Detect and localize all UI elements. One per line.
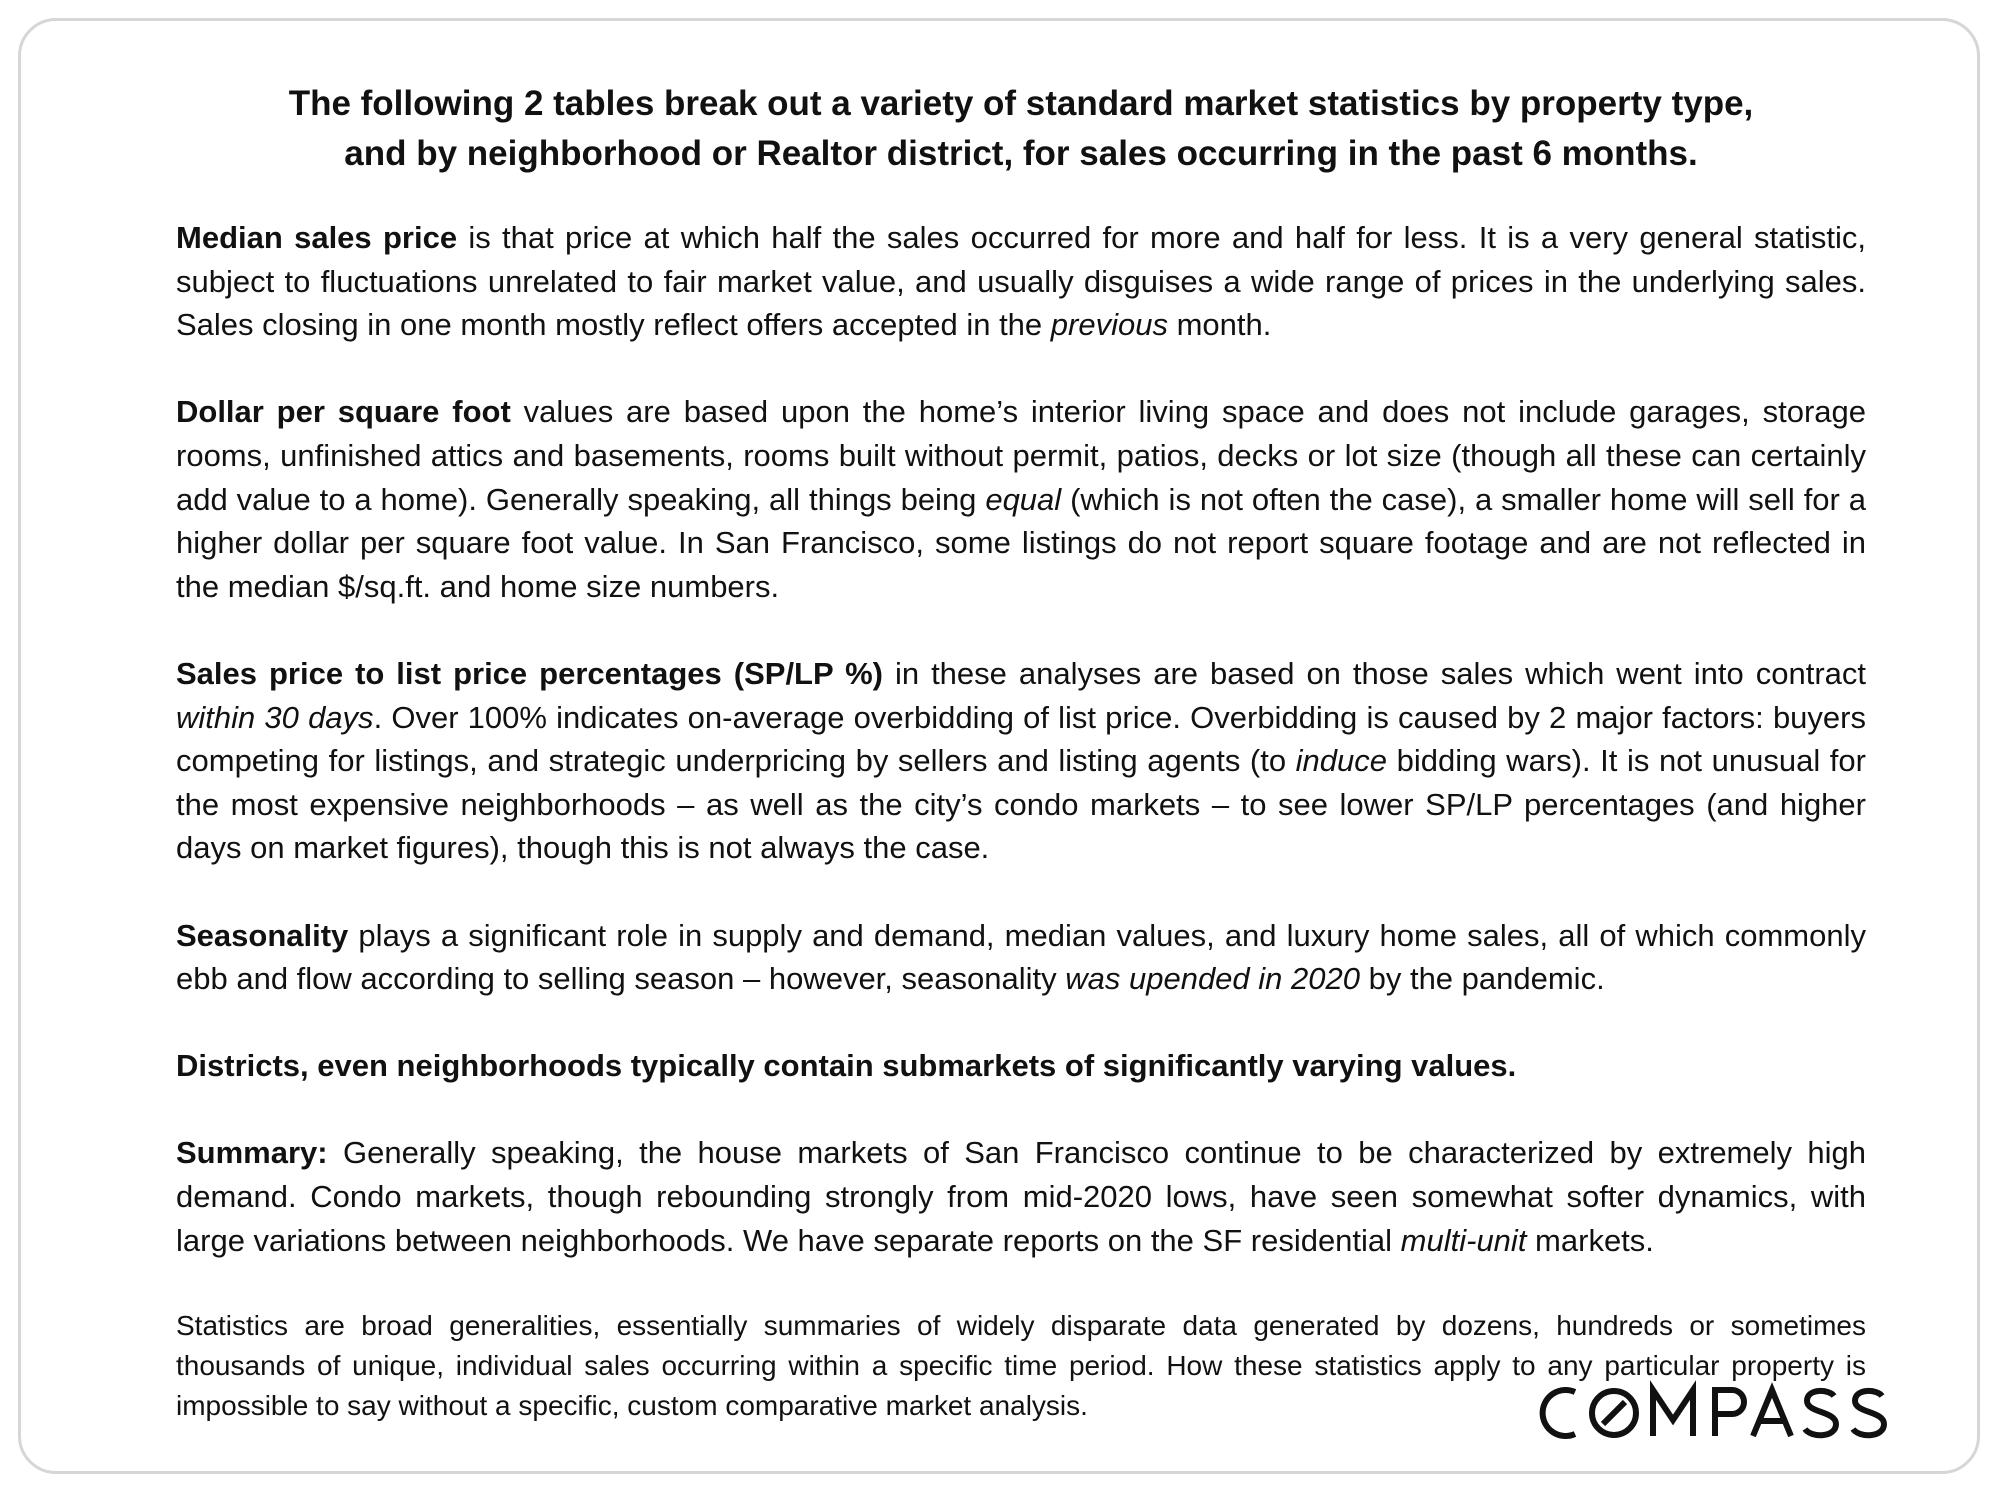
summary-emphasis: multi-unit: [1400, 1222, 1527, 1258]
summary-text-2: markets.: [1526, 1222, 1654, 1258]
dollar-text-2: (which is not often the case), a smaller home will sell for a higher dollar per square foot value. In San Francisco, some listings do not report square footage and are not reflected in the median $/sq.ft. and home size numbers.: [176, 481, 1867, 604]
seasonality-text-2: by the pandemic.: [1359, 961, 1605, 997]
disclaimer-paragraph: Statistics are broad generalities, essentially summaries of widely disparate data generated by dozens, hundreds or sometimes thousands of unique, individual sales occurring within a specific time period. How these statistics apply to any particular property is impossible to say without a specific, custom comparative market analysis.: [176, 1309, 1866, 1421]
median-text-2: month.: [1167, 307, 1272, 343]
median-text-1: is that price at which half the sales occurred for more and half for less. It is a very general statistic, subject to fluctuations unrelated to fair market value, and usually disguises a wide range of prices in the underlying sales. Sales closing in one month mostly reflect offers accepted in the: [176, 220, 1866, 343]
dollar-text-1: values are based upon the home’s interior living space and does not include garages, storage rooms, unfinished attics and basements, rooms built without permit, patios, decks or lot size (though all these can certainly add value to a home). Generally speaking, all things being: [176, 394, 1867, 517]
heading-line-1: The following 2 tables break out a variety of standard market statistics by property type,: [288, 84, 1754, 123]
splp-term: Sales price to list price percentages (SP/LP %): [176, 655, 883, 691]
seasonality-emphasis: was upended in 2020: [1065, 961, 1360, 997]
splp-emphasis-1: within 30 days: [176, 699, 374, 735]
seasonality-term: Seasonality: [176, 917, 349, 953]
median-sales-price-paragraph: [176, 216, 1866, 347]
splp-text-3: bidding wars). It is not unusual for the most expensive neighborhoods – as well as the city’s condo markets – to see lower SP/LP percentages (and higher days on market figures), though this is not always the case.: [176, 743, 1866, 866]
summary-paragraph: [176, 1131, 1866, 1262]
seasonality-text-1: plays a significant role in supply and demand, median values, and luxury home sales, all of which commonly ebb and flow according to selling season – however, seasonality: [176, 917, 1866, 997]
splp-text-1: in these analyses are based on those sales which went into contract: [882, 655, 1866, 691]
content-body: [176, 216, 1866, 1426]
compass-logo: [1535, 1378, 1897, 1448]
heading-line-2: and by neighborhood or Realtor district, for sales occurring in the past 6 months.: [344, 134, 1698, 173]
splp-text-2: . Over 100% indicates on-average overbidding of list price. Overbidding is caused by 2 major factors: buyers competing for listings, and strategic underpricing by sellers and listing agents (to: [176, 699, 1866, 779]
median-emphasis: previous: [1050, 307, 1168, 343]
median-term: Median sales price: [176, 220, 458, 255]
seasonality-paragraph: [176, 914, 1866, 1001]
summary-text-1: Generally speaking, the house markets of San Francisco continue to be characterized by extremely high demand. Condo markets, though rebounding strongly from mid-2020 lows, have seen somewhat softer dynamics, with large variations between neighborhoods. We have separate reports on the SF residential: [176, 1135, 1866, 1258]
dollar-emphasis: equal: [985, 481, 1062, 517]
page-heading: [171, 79, 1871, 179]
dollar-per-sqft-paragraph: [176, 390, 1866, 608]
content-card: [18, 18, 1980, 1474]
dollar-term: Dollar per square foot: [176, 394, 511, 430]
districts-paragraph: Districts, even neighborhoods typically contain submarkets of significantly varying values.: [176, 1048, 1517, 1084]
splp-emphasis-2: induce: [1295, 743, 1388, 779]
summary-term: Summary:: [176, 1135, 328, 1171]
splp-paragraph: [176, 652, 1866, 870]
